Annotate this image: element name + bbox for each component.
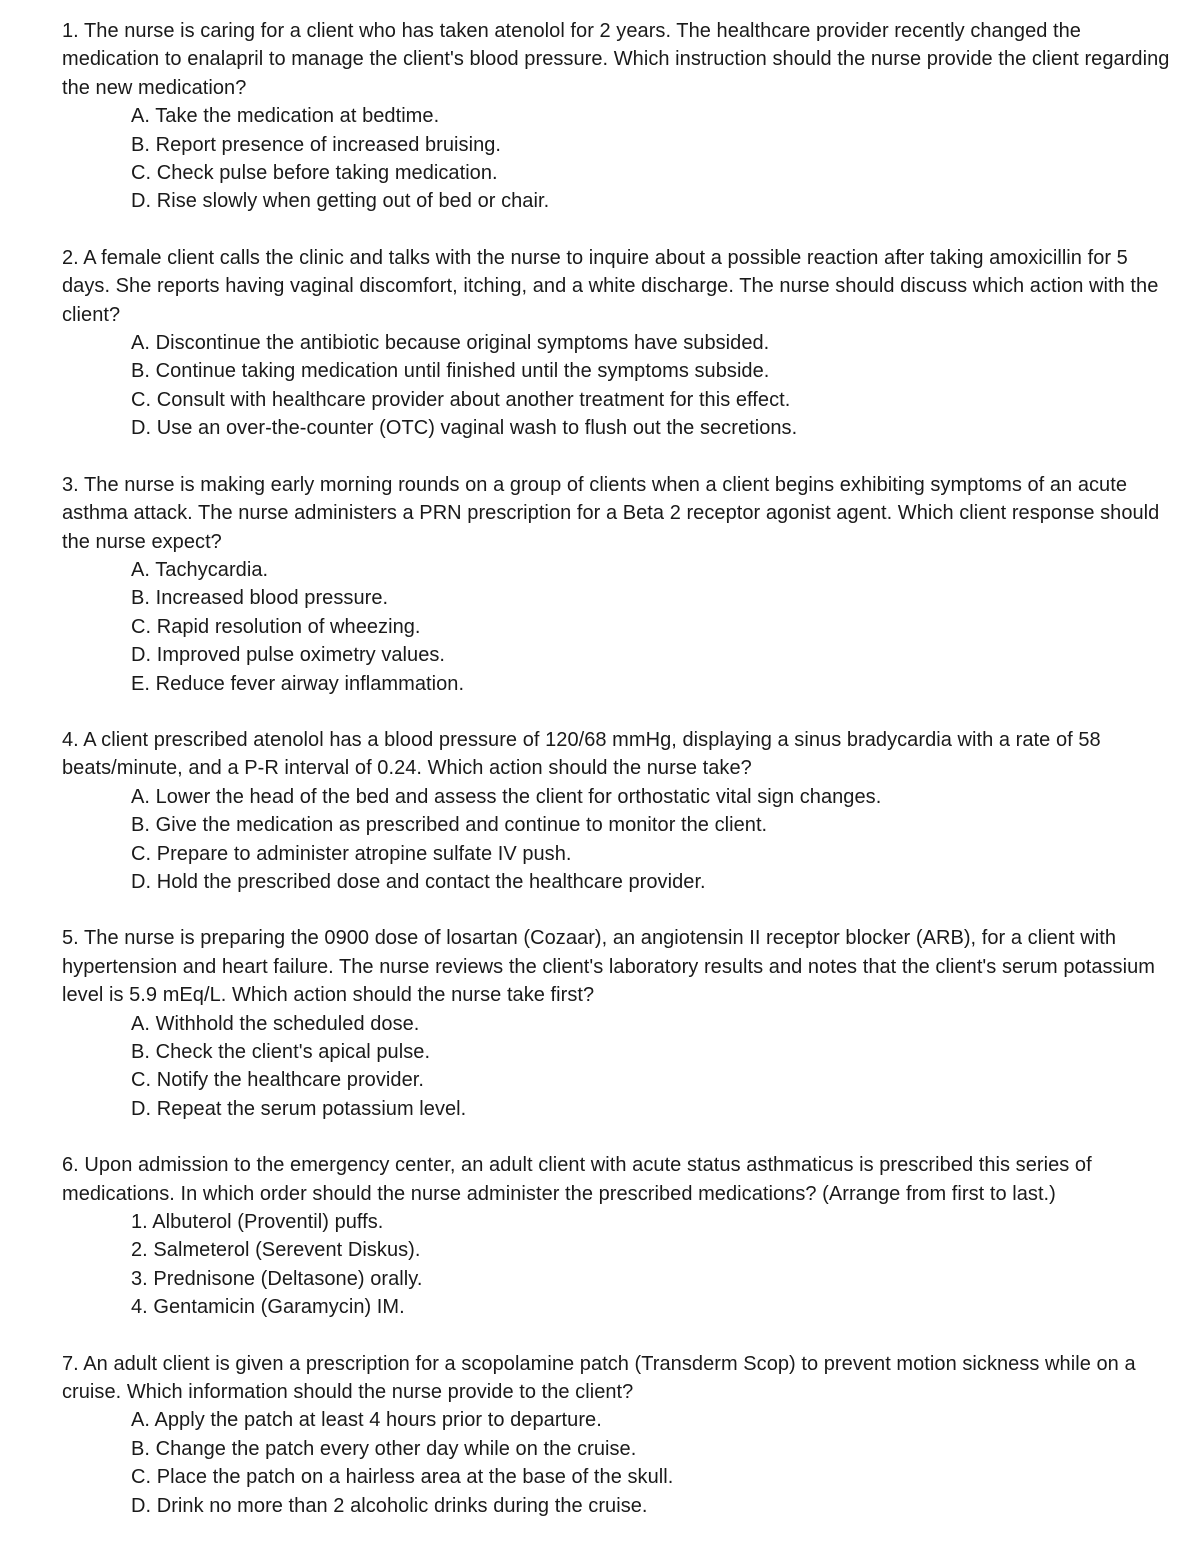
answer-options [62, 556, 1170, 698]
answer-options [62, 329, 1170, 443]
question-stem: 7. An adult client is given a prescription for a scopolamine patch (Transderm Scop) to prevent motion sickness while on a cruise. Which information should the nurse provide to the client? [62, 1352, 1136, 1404]
answer-option-a: A. Take the medication at bedtime. [131, 105, 440, 128]
answer-option-b: B. Change the patch every other day while on the cruise. [131, 1437, 637, 1460]
question-stem: 2. A female client calls the clinic and talks with the nurse to inquire about a possible reaction after taking amoxicillin for 5 days. She reports having vaginal discomfort, itching, and a white discharge. The nurse should discuss which action with the client? [62, 246, 1159, 326]
answer-option-d: D. Improved pulse oximetry values. [131, 644, 446, 667]
answer-option-b: B. Give the medication as prescribed and continue to monitor the client. [131, 814, 768, 837]
answer-option-c: C. Rapid resolution of wheezing. [131, 615, 421, 638]
answer-option-e: E. Reduce fever airway inflammation. [131, 672, 465, 695]
answer-option-c: C. Check pulse before taking medication. [131, 162, 498, 185]
answer-options [62, 1010, 1170, 1124]
answer-option-b: B. Increased blood pressure. [131, 587, 389, 610]
answer-option-d: D. Drink no more than 2 alcoholic drinks during the cruise. [131, 1494, 648, 1517]
answer-option-a: A. Apply the patch at least 4 hours prior to departure. [131, 1409, 602, 1432]
answer-options [62, 1208, 1170, 1322]
answer-option-c: C. Place the patch on a hairless area at the base of the skull. [131, 1466, 674, 1489]
question-stem: 5. The nurse is preparing the 0900 dose of losartan (Cozaar), an angiotensin II receptor blocker (ARB), for a client with hypertension and heart failure. The nurse reviews the client's laboratory results and notes that the client's serum potassium level is 5.9 mEq/L. Which action should the nurse take first? [62, 927, 1155, 1007]
answer-option-b: B. Continue taking medication until finished until the symptoms subside. [131, 360, 770, 383]
answer-options [62, 102, 1170, 216]
question-2 [62, 244, 1170, 443]
ordering-item-4: 4. Gentamicin (Garamycin) IM. [131, 1296, 405, 1319]
answer-option-a: A. Discontinue the antibiotic because original symptoms have subsided. [131, 332, 770, 355]
ordering-item-2: 2. Salmeterol (Serevent Diskus). [131, 1239, 421, 1262]
answer-option-a: A. Withhold the scheduled dose. [131, 1012, 420, 1035]
answer-option-c: C. Notify the healthcare provider. [131, 1069, 424, 1092]
answer-option-c: C. Consult with healthcare provider about another treatment for this effect. [131, 388, 791, 411]
question-1 [62, 17, 1170, 216]
answer-options [62, 783, 1170, 897]
answer-option-b: B. Check the client's apical pulse. [131, 1041, 431, 1063]
ordering-item-1: 1. Albuterol (Proventil) puffs. [131, 1211, 384, 1234]
answer-option-c: C. Prepare to administer atropine sulfate IV push. [131, 842, 572, 865]
question-4 [62, 726, 1170, 896]
question-3 [62, 471, 1170, 698]
answer-option-d: D. Hold the prescribed dose and contact the healthcare provider. [131, 870, 706, 893]
answer-options [62, 1406, 1170, 1520]
answer-option-d: D. Use an over-the-counter (OTC) vaginal wash to flush out the secretions. [131, 417, 798, 440]
answer-option-d: D. Repeat the serum potassium level. [131, 1097, 467, 1120]
answer-option-b: B. Report presence of increased bruising. [131, 133, 502, 156]
question-6 [62, 1151, 1170, 1321]
answer-option-a: A. Tachycardia. [131, 558, 269, 581]
answer-option-d: D. Rise slowly when getting out of bed or chair. [131, 190, 550, 213]
question-stem: 6. Upon admission to the emergency center, an adult client with acute status asthmaticus is prescribed this series of medications. In which order should the nurse administer the prescribed medications? (Arrange from first to last.) [62, 1154, 1092, 1205]
ordering-item-3: 3. Prednisone (Deltasone) orally. [131, 1267, 423, 1290]
question-stem: 4. A client prescribed atenolol has a blood pressure of 120/68 mmHg, displaying a sinus bradycardia with a rate of 58 beats/minute, and a P-R interval of 0.24. Which action should the nurse take? [62, 728, 1101, 780]
answer-option-a: A. Lower the head of the bed and assess the client for orthostatic vital sign changes. [131, 785, 882, 808]
question-7 [62, 1350, 1170, 1520]
question-stem: 1. The nurse is caring for a client who has taken atenolol for 2 years. The healthcare provider recently changed the medication to enalapril to manage the client's blood pressure. Which instruction should the nurse provide the client regarding the new medication? [62, 20, 1170, 99]
question-stem: 3. The nurse is making early morning rounds on a group of clients when a client begins exhibiting symptoms of an acute asthma attack. The nurse administers a PRN prescription for a Beta 2 receptor agonist agent. Which client response should the nurse expect? [62, 473, 1160, 553]
question-5 [62, 924, 1170, 1123]
